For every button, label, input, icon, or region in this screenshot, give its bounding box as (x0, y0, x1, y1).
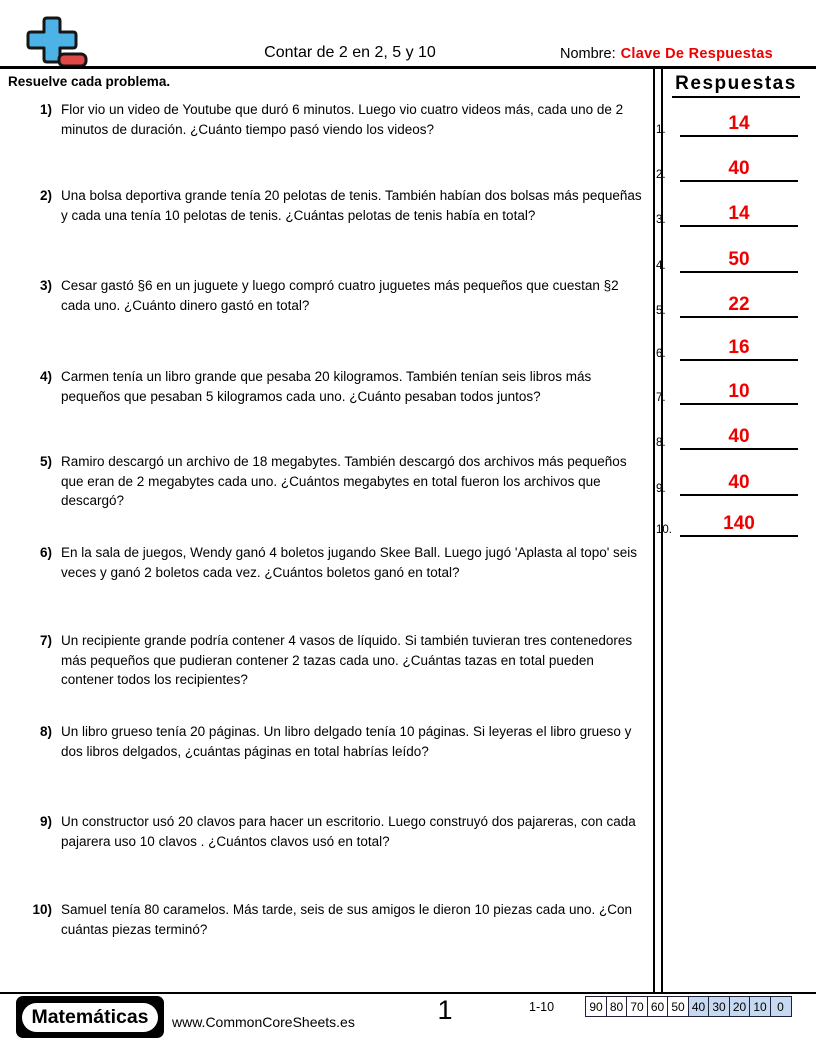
answer-value: 22 (728, 294, 750, 315)
answer-number-label: 1. (656, 124, 666, 136)
answer-value: 14 (728, 113, 750, 134)
answer-value: 10 (728, 381, 750, 402)
name-value: Clave De Respuestas (620, 46, 773, 62)
answer-row (656, 337, 798, 361)
footer-rule (0, 992, 816, 994)
problem-text: Samuel tenía 80 caramelos. Más tarde, seis de sus amigos le dieron 10 piezas cada uno. ¿Con cuántas piezas terminó? (61, 902, 633, 937)
problem-number: 2) (39, 188, 52, 203)
score-cell: 0 (770, 996, 792, 1017)
problem-number: 9) (39, 814, 52, 829)
score-cell: 30 (708, 996, 730, 1017)
header-rule (0, 66, 816, 69)
problem-item (18, 812, 650, 851)
score-cell: 90 (585, 996, 607, 1017)
plus-minus-logo-icon (26, 16, 88, 70)
answer-row (656, 158, 798, 182)
problem-text: Cesar gastó §6 en un juguete y luego compró cuatro juguetes más pequeños que cuestan §2 cada uno. ¿Cuánto dinero gastó en total? (61, 278, 619, 313)
problem-number: 3) (39, 278, 52, 293)
name-row (560, 46, 773, 62)
answer-number-label: 3. (656, 214, 666, 226)
answer-line (680, 337, 798, 361)
score-table (585, 996, 792, 1017)
worksheet-title: Contar de 2 en 2, 5 y 10 (264, 44, 436, 61)
answer-line (680, 426, 798, 450)
problem-text: Una bolsa deportiva grande tenía 20 pelotas de tenis. También habían dos bolsas más pequeñas y cada una tenía 10 pelotas de tenis. ¿Cuántas pelotas de tenis había en total? (61, 188, 642, 223)
problem-text: Un recipiente grande podría contener 4 vasos de líquido. Si también tuvieran tres contenedores más pequeños que pudieran contener 2 tazas cada uno. ¿Cuántas tazas en total pueden contener todos los recipientes? (61, 633, 633, 687)
score-cell: 60 (647, 996, 669, 1017)
problem-number: 5) (39, 454, 52, 469)
problem-item (18, 631, 650, 690)
problem-item (18, 276, 650, 315)
answer-row (656, 249, 798, 273)
problem-number: 4) (39, 369, 52, 384)
name-label: Nombre: (560, 46, 616, 62)
answer-line (680, 203, 798, 227)
answer-line (680, 472, 798, 496)
answer-row (656, 426, 798, 450)
answer-value: 40 (728, 426, 750, 447)
answer-line (680, 113, 798, 137)
page-number: 1 (437, 995, 453, 1025)
score-cell: 40 (688, 996, 710, 1017)
problem-number: 6) (39, 545, 52, 560)
answer-row (656, 381, 798, 405)
answer-value: 16 (728, 337, 750, 358)
answer-line (680, 513, 798, 537)
score-cell: 20 (729, 996, 751, 1017)
problem-text: Carmen tenía un libro grande que pesaba 20 kilogramos. También tenían seis libros más pequeños que pesaban 5 kilogramos cada uno. ¿Cuánto pesaban todos juntos? (61, 369, 592, 404)
website-url: www.CommonCoreSheets.es (172, 1014, 355, 1030)
score-cell: 80 (606, 996, 628, 1017)
score-cell: 50 (667, 996, 689, 1017)
answer-value: 40 (728, 158, 750, 179)
answer-number-label: 10. (656, 524, 672, 536)
logo-text: Matemáticas (22, 1003, 157, 1032)
problem-text: Un libro grueso tenía 20 páginas. Un libro delgado tenía 10 páginas. Si leyeras el libro grueso y dos libros delgados, ¿cuántas páginas en total habrías leído? (61, 724, 632, 759)
score-cell: 70 (626, 996, 648, 1017)
answer-value: 14 (728, 203, 750, 224)
answer-value: 140 (723, 513, 755, 534)
problem-item (18, 900, 650, 939)
problem-item (18, 452, 650, 511)
instructions-text: Resuelve cada problema. (8, 74, 171, 89)
answer-number-label: 8. (656, 437, 666, 449)
answer-number-label: 9. (656, 483, 666, 495)
answer-line (680, 294, 798, 318)
score-range-label: 1-10 (529, 1000, 555, 1014)
problem-item (18, 100, 650, 139)
matematicas-logo (16, 996, 164, 1038)
answers-heading: Respuestas (660, 73, 812, 95)
problem-number: 10) (32, 902, 52, 917)
problem-item (18, 186, 650, 225)
problem-number: 8) (39, 724, 52, 739)
answer-row (656, 513, 798, 537)
answer-number-label: 6. (656, 348, 666, 360)
answer-row (656, 294, 798, 318)
answer-number-label: 4. (656, 260, 666, 272)
problem-text: Flor vio un video de Youtube que duró 6 minutos. Luego vio cuatro videos más, cada uno de 2 minutos de duración. ¿Cuánto tiempo pasó viendo los videos? (61, 102, 624, 137)
problem-text: Un constructor usó 20 clavos para hacer un escritorio. Luego construyó dos pajareras, con cada pajarera uso 10 clavos . ¿Cuántos clavos usó en total? (61, 814, 636, 849)
answer-row (656, 113, 798, 137)
score-cell: 10 (749, 996, 771, 1017)
answer-number-label: 2. (656, 169, 666, 181)
problem-text: Ramiro descargó un archivo de 18 megabytes. También descargó dos archivos más pequeños que eran de 2 megabytes cada uno. ¿Cuántos megabytes en total fueron los archivos que descargó? (61, 454, 627, 508)
problem-item (18, 367, 650, 406)
answer-number-label: 7. (656, 392, 666, 404)
problem-number: 1) (39, 102, 52, 117)
problem-number: 7) (39, 633, 52, 648)
answer-number-label: 5. (656, 305, 666, 317)
answer-row (656, 203, 798, 227)
answer-row (656, 472, 798, 496)
problem-item (18, 543, 650, 582)
answer-value: 40 (728, 472, 750, 493)
answer-line (680, 381, 798, 405)
problem-item (18, 722, 650, 761)
answer-line (680, 249, 798, 273)
problem-text: En la sala de juegos, Wendy ganó 4 boletos jugando Skee Ball. Luego jugó 'Aplasta al topo' seis veces y ganó 2 boletos cada vez. ¿Cuántos boletos ganó en total? (61, 545, 638, 580)
answer-line (680, 158, 798, 182)
answer-value: 50 (728, 249, 750, 270)
